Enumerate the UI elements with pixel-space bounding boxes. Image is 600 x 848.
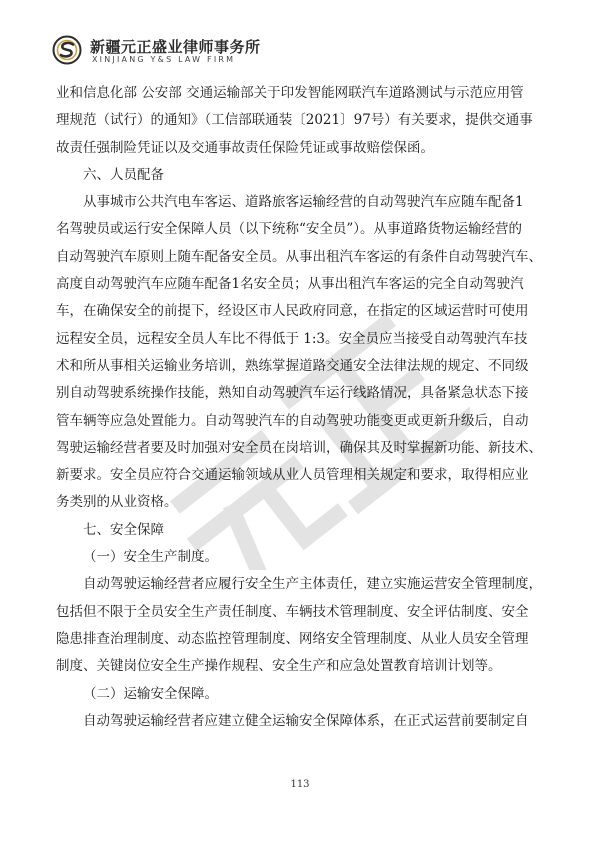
body-line: 业和信息化部 公安部 交通运输部关于印发智能网联汽车道路测试与示范应用管 [56, 85, 524, 101]
body-line: 车，在确保安全的前提下，经设区市人民政府同意，在指定的区域运营时可使用 [56, 303, 529, 320]
body-line: 名驾驶员或运行安全保障人员（以下统称“安全员”）。从事道路货物运输经营的 [56, 221, 523, 238]
body-line: 故责任强制险凭证以及交通事故责任保险凭证或事故赔偿保函。 [56, 139, 434, 156]
firm-logo-icon [52, 35, 82, 65]
firm-name-en: XINJIANG Y&S LAW FIRM [92, 55, 236, 64]
page-header [52, 34, 292, 66]
body-line: 别自动驾驶系统操作技能，熟知自动驾驶汽车运行线路情况，具备紧急状态下接 [56, 385, 529, 402]
firm-name-cn: 新疆元正盛业律师事务所 [90, 38, 261, 56]
subsection-heading: （一）安全生产制度。 [83, 549, 218, 566]
body-line: 远程安全员，远程安全员人车比不得低于 1:3。安全员应当接受自动驾驶汽车技 [56, 330, 528, 347]
body-line: 从事城市公共汽电车客运、道路旅客运输经营的自动驾驶汽车应随车配备1 [83, 194, 524, 211]
section-heading: 六、人员配备 [83, 166, 164, 183]
body-line: 术和所从事相关运输业务培训，熟练掌握道路交通安全法律法规的规定、不同级 [56, 357, 529, 374]
body-line: 理规范（试行）的通知》（工信部联通装〔2021〕97号）有关要求，提供交通事 [56, 112, 533, 129]
body-line: 隐患排查治理制度、动态监控管理制度、网络安全管理制度、从业人员安全管理 [56, 630, 529, 647]
body-line: 制度、关键岗位安全生产操作规程、安全生产和应急处置教育培训计划等。 [56, 658, 502, 675]
body-line: 务类别的从业资格。 [56, 494, 178, 511]
body-line: 自动驾驶汽车原则上随车配备安全员。从事出租汽车客运的有条件自动驾驶汽车、 [56, 248, 542, 265]
body-line: 高度自动驾驶汽车应随车配备1名安全员；从事出租汽车客运的完全自动驾驶汽 [56, 276, 524, 293]
document-body [56, 80, 554, 735]
body-line: 包括但不限于全员安全生产责任制度、车辆技术管理制度、安全评估制度、安全 [56, 603, 529, 620]
body-line: 管车辆等应急处置能力。自动驾驶汽车的自动驾驶功能变更或更新升级后，自动 [56, 412, 529, 429]
page-number: 113 [290, 779, 310, 790]
body-line: 新要求。安全员应符合交通运输领域从业人员管理相关规定和要求，取得相应业 [56, 467, 529, 484]
body-line: 驾驶运输经营者要及时加强对安全员在岗培训，确保其及时掌握新功能、新技术、 [56, 439, 542, 456]
body-line: 自动驾驶运输经营者应建立健全运输安全保障体系，在正式运营前要制定自 [83, 712, 529, 729]
section-heading: 七、安全保障 [83, 521, 164, 538]
body-line: 自动驾驶运输经营者应履行安全生产主体责任，建立实施运营安全管理制度， [83, 576, 542, 593]
subsection-heading: （二）运输安全保障。 [83, 685, 218, 702]
